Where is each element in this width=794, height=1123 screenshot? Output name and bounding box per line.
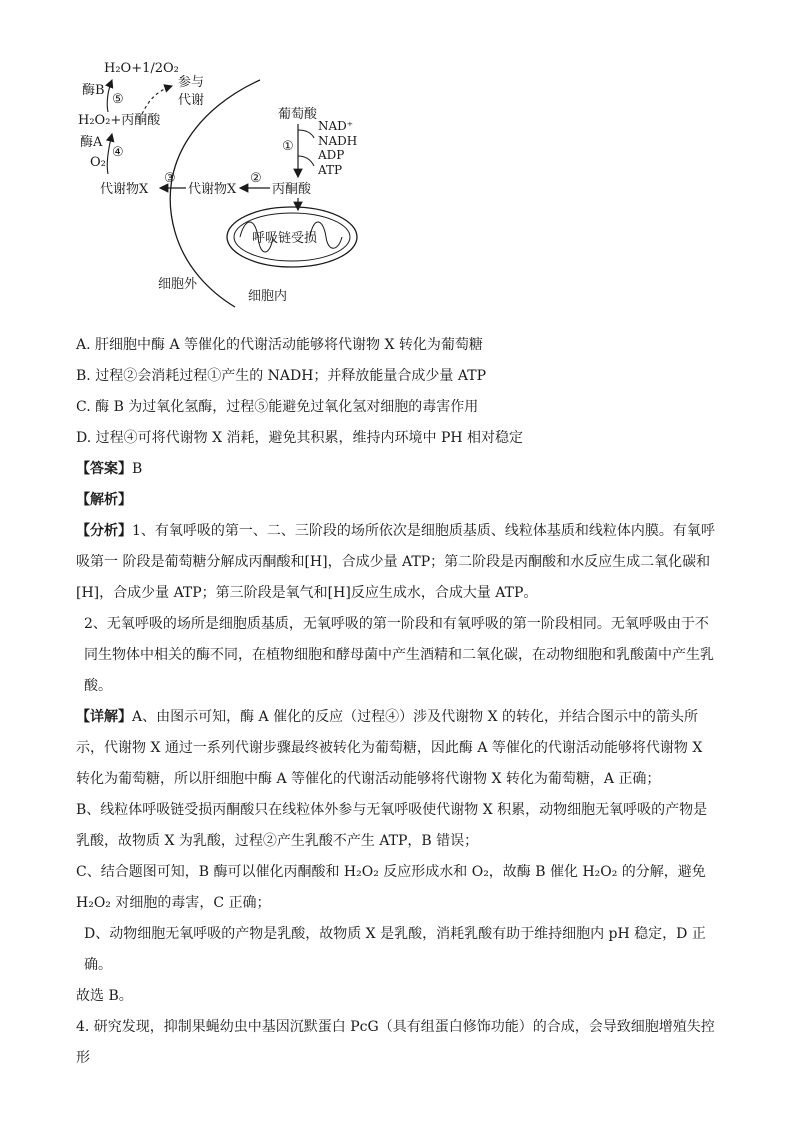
- answer-value: B: [132, 461, 143, 477]
- metabolite-x-outside-label: 代谢物X: [100, 182, 149, 197]
- outside-cell-label: 细胞外: [158, 277, 198, 292]
- participate-label: 参与: [178, 75, 205, 90]
- metabolism-diagram: [60, 52, 380, 312]
- next-question: 4. 研究发现，抑制果蝇幼虫中基因沉默蛋白 PcG（具有组蛋白修饰功能）的合成，会导致细胞增殖失控形: [76, 1019, 715, 1066]
- analysis-text-1: 1、有氧呼吸的第一、二、三阶段的场所依次是细胞质基质、线粒体基质和线粒体内膜。有氧呼吸第一 阶段是葡萄糖分解成丙酮酸和[H]，合成少量 ATP；第二阶段是丙酮酸和水反应生成二氧化碳和[H]，合成少量 ATP；第三阶段是氧气和[H]反应生成水，合成大量 ATP。: [76, 523, 715, 601]
- step2-label: ②: [250, 171, 262, 186]
- nadh-label: NADH: [318, 134, 358, 148]
- option-d: D. 过程④可将代谢物 X 消耗，避免其积累，维持内环境中 PH 相对稳定: [76, 430, 524, 446]
- explanation-heading: 【解析】: [76, 492, 132, 508]
- detail-paragraph-a: [76, 702, 716, 795]
- adp-curve: [298, 156, 314, 166]
- option-b: B. 过程②会消耗过程①产生的 NADH；并释放能量合成少量 ATP: [76, 368, 486, 384]
- detail-paragraph-b: B、线粒体呼吸链受损丙酮酸只在线粒体外参与无氧呼吸使代谢物 X 积累，动物细胞无氧呼吸的产物是乳酸，故物质 X 为乳酸，过程②产生乳酸不产生 ATP，B 错误；: [76, 802, 708, 849]
- step5-label: ⑤: [112, 92, 124, 107]
- inside-cell-label: 细胞内: [248, 289, 288, 304]
- glucose-label: 葡萄酸: [278, 107, 318, 122]
- conclusion: 故选 B。: [76, 988, 133, 1004]
- participate-metabolism-arrow: [142, 86, 172, 114]
- step1-label: ①: [282, 139, 294, 154]
- h2o-half-o2-label: H₂O+1/2O₂: [104, 61, 179, 76]
- h2o2-pyruvate-label: H₂O₂+丙酮酸: [78, 113, 161, 128]
- analysis-paragraph-1: [76, 516, 716, 609]
- nad-curve: [298, 130, 314, 138]
- question-content: [76, 330, 716, 1074]
- enzyme-a-label: 酶A: [80, 135, 103, 150]
- enzyme-b-label: 酶B: [82, 83, 105, 98]
- atp-label: ATP: [318, 163, 343, 177]
- option-a: A. 肝细胞中酶 A 等催化的代谢活动能够将代谢物 X 转化为葡萄糖: [76, 337, 483, 353]
- respiratory-chain-label: 呼吸链受损: [252, 231, 318, 246]
- analysis-paragraph-2: 2、无氧呼吸的场所是细胞质基质，无氧呼吸的第一阶段和有氧呼吸的第一阶段相同。无氧呼吸由于不同生物体中相关的酶不同，在植物细胞和酵母菌中产生酒精和二氧化碳，在动物细胞和乳酸菌中产生乳酸。: [84, 616, 714, 694]
- analysis-label: 【分析】: [76, 523, 132, 539]
- o2-label: O₂: [90, 155, 106, 170]
- answer-label: 【答案】: [76, 461, 132, 477]
- metabolism-label: 代谢: [178, 93, 205, 108]
- step3-label: ③: [164, 171, 176, 186]
- option-c: C. 酶 B 为过氧化氢酶，过程⑤能避免过氧化氢对细胞的毒害作用: [76, 399, 479, 415]
- detail-paragraph-c: C、结合题图可知，B 酶可以催化丙酮酸和 H₂O₂ 反应形成水和 O₂，故酶 B 催化 H₂O₂ 的分解，避免 H₂O₂ 对细胞的毒害，C 正确；: [76, 864, 706, 911]
- metabolite-x-inside-label: 代谢物X: [188, 182, 237, 197]
- step4-label: ④: [112, 145, 124, 160]
- pyruvate-label: 丙酮酸: [272, 182, 312, 197]
- detail-text-a: A、由图示可知，酶 A 催化的反应（过程④）涉及代谢物 X 的转化，并结合图示中的箭头所示，代谢物 X 通过一系列代谢步骤最终被转化为葡萄糖，因此酶 A 等催化的代谢活动能够将代谢物 X 转化为葡萄糖，所以肝细胞中酶 A 等催化的代谢活动能够将代谢物 X 转化为葡萄糖，A 正确；: [76, 709, 703, 787]
- answer-line: [76, 454, 716, 485]
- detail-label: 【详解】: [76, 709, 132, 725]
- adp-label: ADP: [318, 148, 345, 162]
- nad-plus-label: NAD⁺: [318, 119, 354, 133]
- detail-paragraph-d: D、动物细胞无氧呼吸的产物是乳酸，故物质 X 是乳酸，消耗乳酸有助于维持细胞内 pH 稳定，D 正确。: [84, 926, 706, 973]
- diagram-svg: [60, 52, 380, 312]
